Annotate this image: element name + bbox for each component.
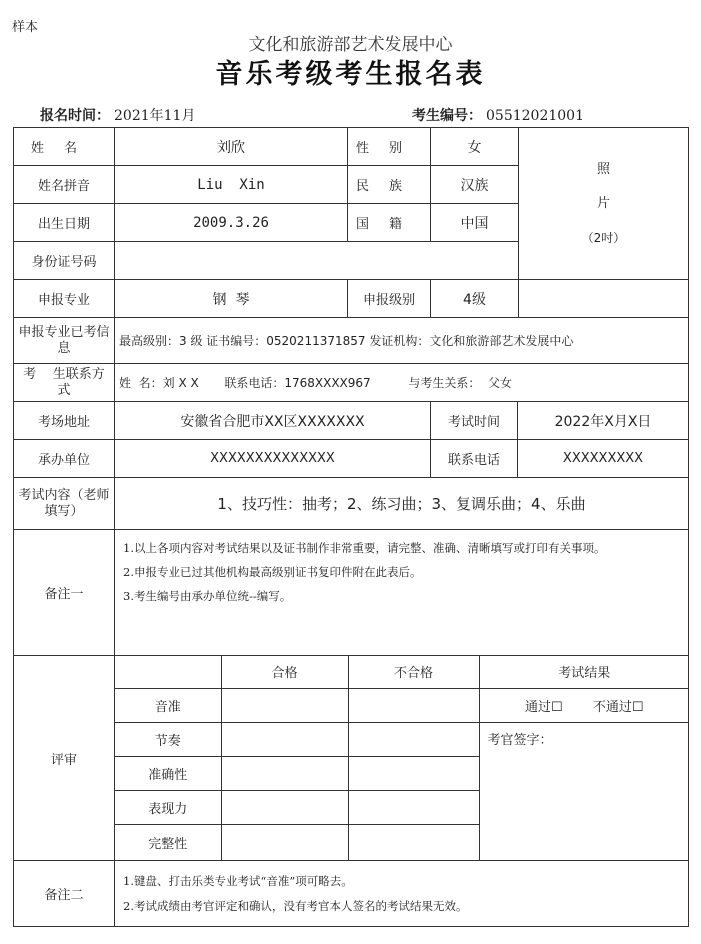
completeness-pass-cell[interactable]: [221, 824, 348, 860]
signup-time-label: 报名时间：: [40, 108, 110, 124]
signup-time: [40, 105, 195, 125]
exam-time-value[interactable]: 2022年X月X日: [518, 402, 689, 440]
birth-value[interactable]: 2009.3.26: [115, 204, 348, 242]
review-table: [115, 656, 689, 860]
review-label: 评审: [14, 656, 115, 861]
form-title: 音乐考级考生报名表: [215, 59, 486, 90]
contact-info[interactable]: [115, 364, 689, 402]
expression-pass-cell[interactable]: [221, 790, 348, 824]
pitch-pass-cell[interactable]: [221, 688, 348, 722]
examiner-signature[interactable]: [479, 722, 689, 860]
note2-item: 2.考试成绩由考官评定和确认，没有考官本人签名的考试结果无效。: [123, 898, 468, 913]
nationality-label: 国籍: [348, 204, 431, 242]
review-item-completeness: 完整性: [115, 824, 221, 860]
exam-number-label: 考生编号：: [412, 108, 482, 124]
ethnic-value[interactable]: 汉族: [431, 166, 519, 204]
registration-form: [13, 127, 689, 927]
photo-label-1: 照: [596, 161, 610, 177]
completeness-fail-cell[interactable]: [348, 824, 479, 860]
birth-label: 出生日期: [14, 204, 115, 242]
host-org-label: 承办单位: [14, 440, 115, 478]
pinyin-label: 姓名拼音: [14, 166, 115, 204]
host-phone-label: 联系电话: [431, 440, 518, 478]
major-value[interactable]: 钢 琴: [115, 280, 348, 318]
exam-time-label: 考试时间: [431, 402, 518, 440]
note2-item: 1.键盘、打击乐类专业考试“音准”项可略去。: [123, 873, 353, 888]
note1-item: 1.以上各项内容对考试结果以及证书制作非常重要，请完整、准确、清晰填写或打印有关事项。: [123, 541, 606, 555]
exam-content-label: 考试内容（老师填写）: [14, 478, 115, 530]
accuracy-fail-cell[interactable]: [348, 756, 479, 790]
note2-content: [115, 861, 689, 927]
col-pass-header: 合格: [221, 656, 348, 688]
gender-label: 性别: [348, 128, 431, 166]
expression-fail-cell[interactable]: [348, 790, 479, 824]
exam-number-value: 05512021001: [486, 108, 584, 124]
pitch-fail-cell[interactable]: [348, 688, 479, 722]
host-org-value[interactable]: XXXXXXXXXXXXXX: [115, 440, 431, 478]
organization-name: 文化和旅游部艺术发展中心: [248, 35, 453, 55]
review-header-blank: [115, 656, 221, 688]
id-number-label: 身份证号码: [14, 242, 115, 280]
photo-size: （2吋）: [581, 230, 626, 245]
name-label: 姓名: [14, 128, 115, 166]
sample-stamp: 样本: [12, 20, 39, 35]
history-value[interactable]: 最高级别：3 级 证书编号：0520211371857 发证机构：文化和旅游部艺术发展中心: [115, 318, 689, 364]
contact-label: 考 生联系方式: [14, 364, 115, 402]
fail-checkbox[interactable]: 不通过☐: [592, 699, 644, 715]
exam-number: [412, 105, 584, 125]
note1-item: 2.申报专业已过其他机构最高级别证书复印件附在此表后。: [123, 565, 422, 579]
host-phone-value[interactable]: XXXXXXXXX: [518, 440, 689, 478]
photo-blank: [519, 280, 689, 318]
level-label: 申报级别: [348, 280, 431, 318]
note1-content: [115, 530, 689, 656]
contact-relation: 与考生关系： 父女: [408, 375, 512, 390]
result-options: [479, 688, 689, 722]
ethnic-label: 民族: [348, 166, 431, 204]
id-number-value[interactable]: [115, 242, 519, 280]
photo-label-2: 片: [596, 195, 610, 211]
note1-item: 3.考生编号由承办单位统--编写。: [123, 589, 292, 603]
accuracy-pass-cell[interactable]: [221, 756, 348, 790]
note1-label: 备注一: [14, 530, 115, 656]
contact-name: 姓 名：刘 X X: [119, 375, 199, 390]
venue-address-label: 考场地址: [14, 402, 115, 440]
review-item-accuracy: 准确性: [115, 756, 221, 790]
major-label: 申报专业: [14, 280, 115, 318]
note2-label: 备注二: [14, 861, 115, 927]
pinyin-value[interactable]: Liu Xin: [115, 166, 348, 204]
name-value[interactable]: 刘欣: [115, 128, 348, 166]
review-item-expression: 表现力: [115, 790, 221, 824]
photo-box[interactable]: [519, 128, 689, 280]
review-item-pitch: 音准: [115, 688, 221, 722]
col-result-header: 考试结果: [479, 656, 689, 688]
level-value[interactable]: 4级: [431, 280, 519, 318]
rhythm-pass-cell[interactable]: [221, 722, 348, 756]
gender-value[interactable]: 女: [431, 128, 519, 166]
venue-address-value[interactable]: 安徽省合肥市XX区XXXXXXX: [115, 402, 431, 440]
col-fail-header: 不合格: [348, 656, 479, 688]
pass-checkbox[interactable]: 通过☐: [524, 699, 563, 715]
contact-phone: 联系电话：1768XXXX967: [224, 375, 371, 390]
nationality-value[interactable]: 中国: [431, 204, 519, 242]
examiner-sign-label: 考官签字：: [487, 732, 553, 748]
history-label: 申报专业已考信息: [14, 318, 115, 364]
exam-content-value[interactable]: 1、技巧性：抽考；2、练习曲；3、复调乐曲；4、乐曲: [115, 478, 689, 530]
review-section: [115, 656, 689, 861]
signup-time-value: 2021年11月: [114, 108, 196, 124]
rhythm-fail-cell[interactable]: [348, 722, 479, 756]
review-item-rhythm: 节奏: [115, 722, 221, 756]
